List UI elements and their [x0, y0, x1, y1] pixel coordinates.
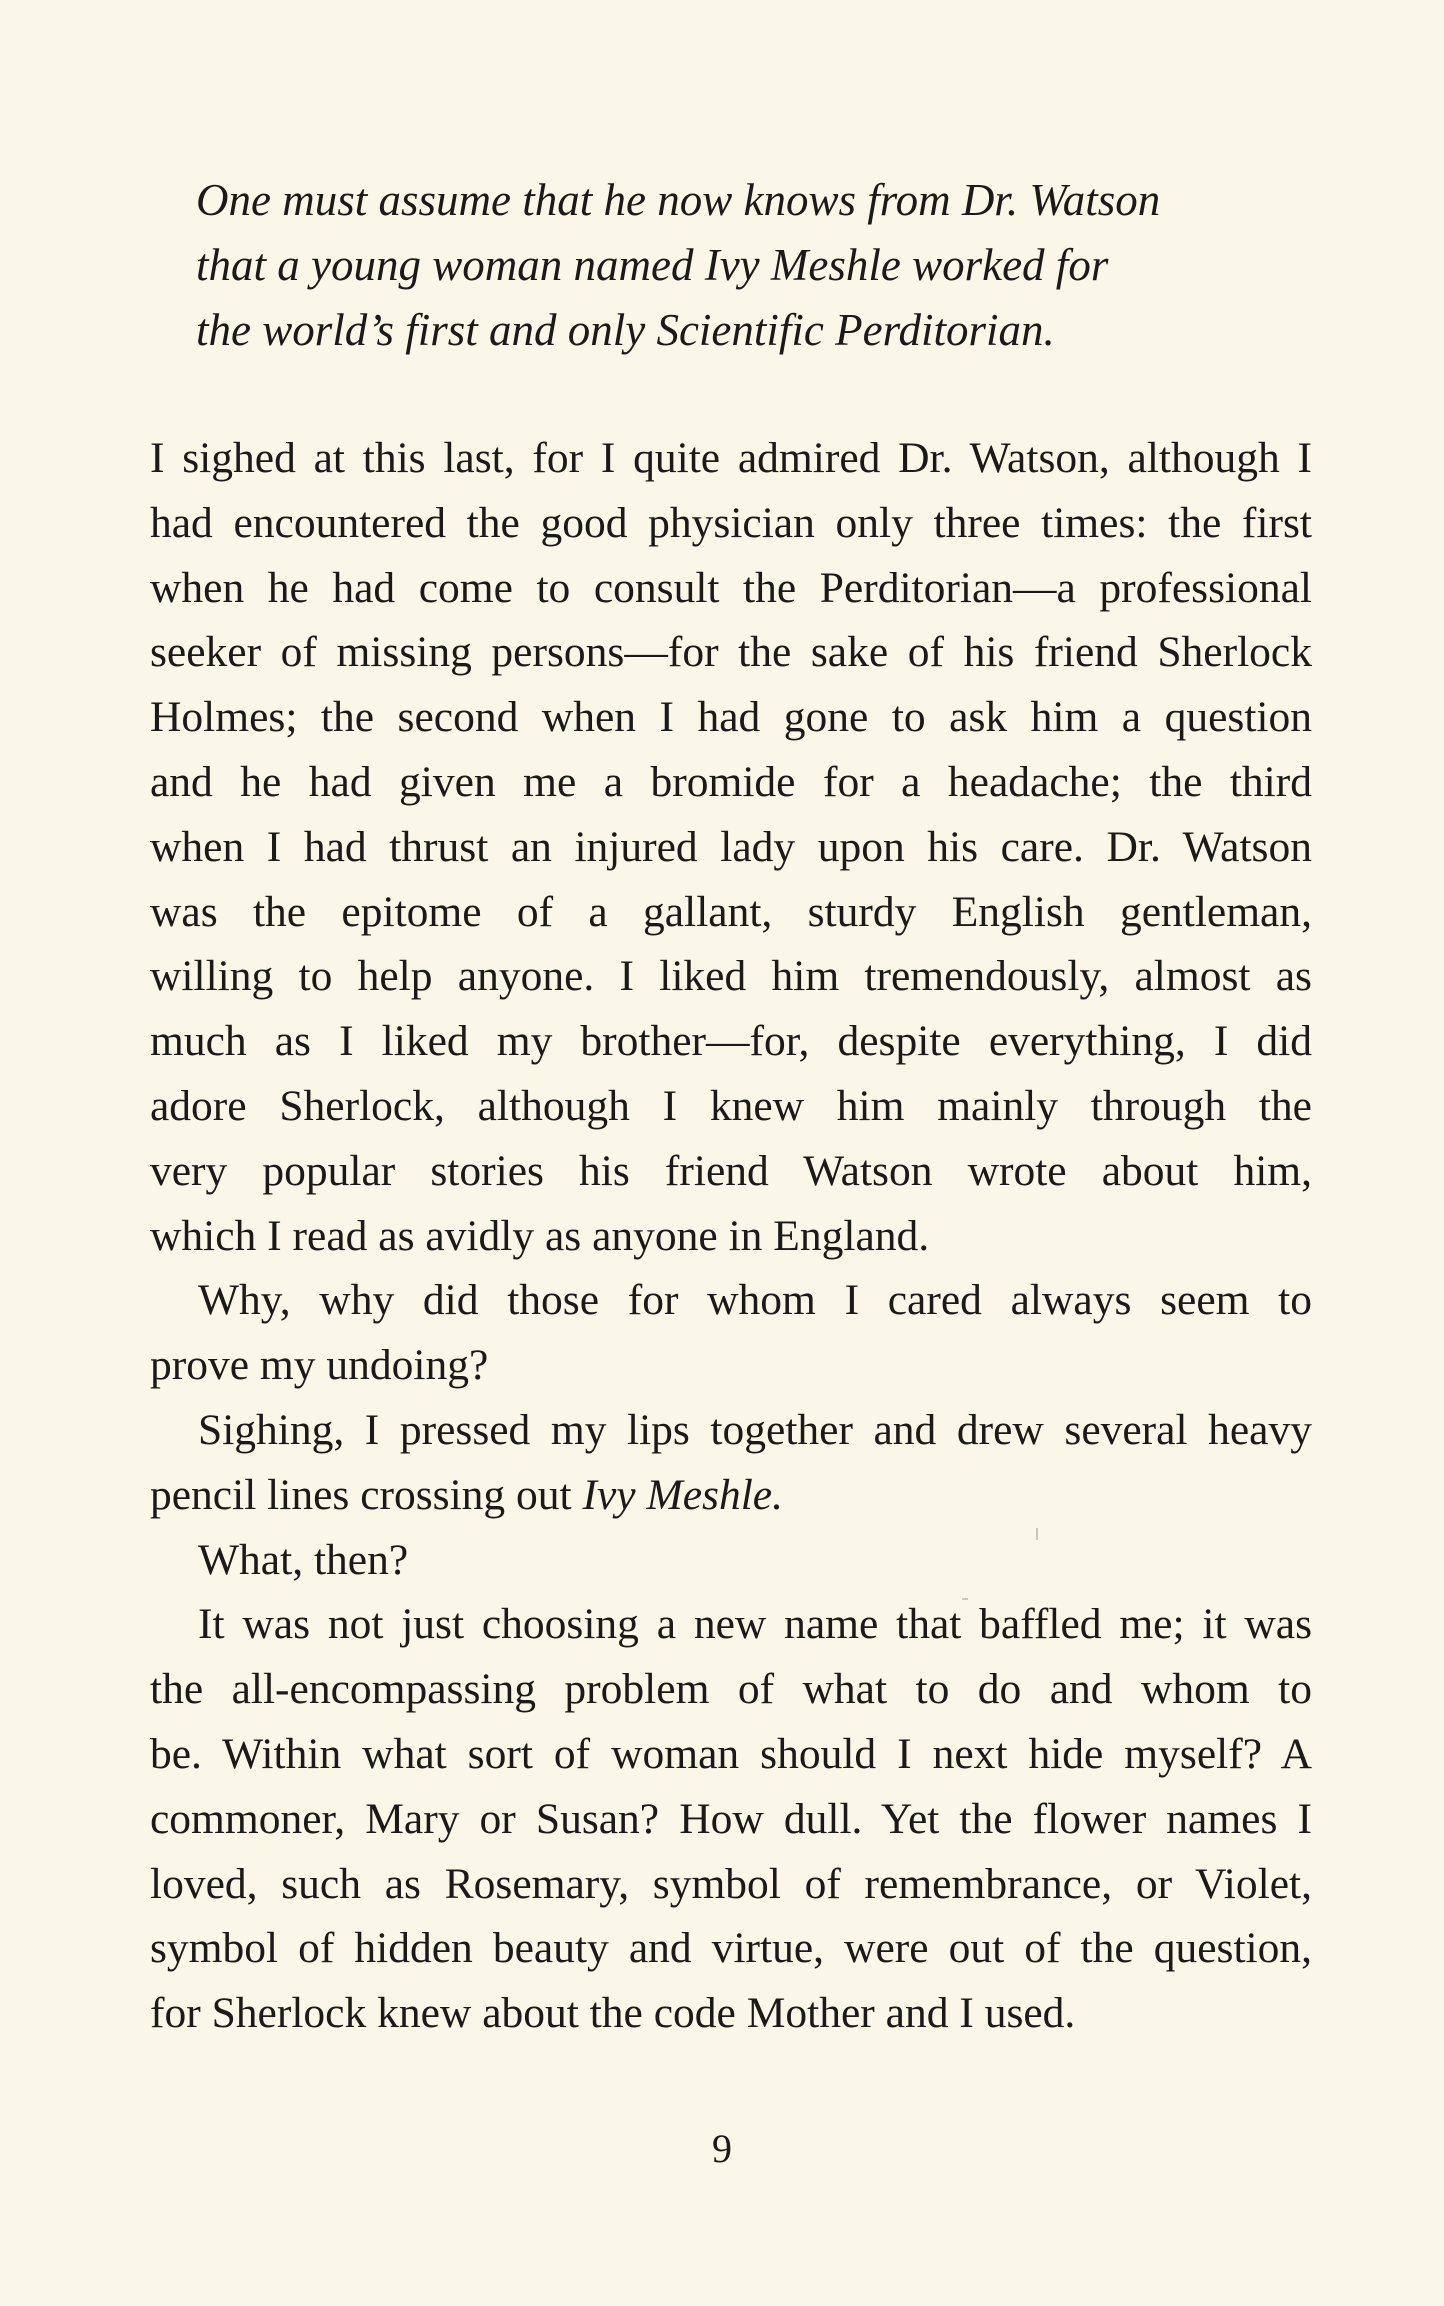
- text-line: [150, 815, 1312, 880]
- text-line: [150, 1657, 1312, 1722]
- text-line-content: be. Within what sort of woman should I next hide myself? A: [150, 1729, 1312, 1778]
- text-line-content: and he had given me a bromide for a headache; the third: [150, 757, 1312, 806]
- text-line: [150, 685, 1312, 750]
- page-number: 9: [712, 2126, 732, 2171]
- text-line: [150, 880, 1312, 945]
- text-line: [150, 1074, 1312, 1139]
- epigraph-line: One must assume that he now knows from Dr. Watson: [196, 175, 1161, 225]
- text-line-content: when I had thrust an injured lady upon his care. Dr. Watson: [150, 822, 1312, 871]
- scan-speck: [962, 1598, 968, 1600]
- text-line-content: much as I liked my brother—for, despite everything, I did: [150, 1017, 1312, 1066]
- text-line: [150, 426, 1312, 491]
- text-line-content: Why, why did those for whom I cared always seem to: [198, 1276, 1312, 1325]
- text-line-content: What, then?: [198, 1535, 409, 1584]
- text-line-content: loved, such as Rosemary, symbol of remembrance, or Violet,: [150, 1859, 1312, 1908]
- text-line-content: for Sherlock knew about the code Mother and I used.: [150, 1989, 1076, 2038]
- text-line-content: symbol of hidden beauty and virtue, were out of the question,: [150, 1924, 1312, 1973]
- text-line-content: Sighing, I pressed my lips together and drew several heavy: [198, 1405, 1312, 1454]
- text-line: [150, 1787, 1312, 1852]
- body-text: [150, 426, 1312, 2046]
- text-line: [150, 1592, 1312, 1657]
- text-line-content: willing to help anyone. I liked him tremendously, almost as: [150, 952, 1312, 1001]
- text-line-content: had encountered the good physician only three times: the first: [150, 498, 1312, 547]
- epigraph: [196, 168, 1316, 363]
- text-line: [150, 1916, 1312, 1981]
- text-line: [150, 1722, 1312, 1787]
- text-line: [150, 1204, 1312, 1269]
- epigraph-line: the world’s first and only Scientific Perditorian.: [196, 305, 1055, 355]
- text-line-content: pencil lines crossing out: [150, 1470, 583, 1519]
- text-line-content: I sighed at this last, for I quite admired Dr. Watson, although I: [150, 434, 1312, 482]
- scan-speck: [1036, 1528, 1038, 1540]
- text-line-content: when he had come to consult the Perditorian—a professional: [150, 563, 1312, 612]
- text-line-content: which I read as avidly as anyone in England.: [150, 1211, 930, 1260]
- text-line: [150, 1139, 1312, 1204]
- text-line-content: the all-encompassing problem of what to do and whom to: [150, 1665, 1312, 1714]
- text-line: [150, 491, 1312, 556]
- text-line: [150, 1852, 1312, 1917]
- text-line: [150, 1398, 1312, 1463]
- text-line: [150, 1463, 1312, 1528]
- struck-name-italic: Ivy Meshle.: [582, 1470, 783, 1519]
- text-line: [150, 1981, 1312, 2046]
- text-line-content: very popular stories his friend Watson wrote about him,: [150, 1146, 1312, 1195]
- text-line-content: prove my undoing?: [150, 1341, 489, 1390]
- text-line: [150, 1528, 1312, 1593]
- text-line-content: was the epitome of a gallant, sturdy English gentleman,: [150, 887, 1312, 936]
- text-line-content: commoner, Mary or Susan? How dull. Yet the flower names I: [150, 1794, 1312, 1843]
- text-line-content: adore Sherlock, although I knew him mainly through the: [150, 1081, 1312, 1130]
- text-line: [150, 1268, 1312, 1333]
- text-line-content: Holmes; the second when I had gone to ask him a question: [150, 693, 1312, 742]
- text-line: [150, 750, 1312, 815]
- text-line: [150, 620, 1312, 685]
- text-line-content: It was not just choosing a new name that baffled me; it was: [198, 1600, 1312, 1649]
- text-line: [150, 1009, 1312, 1074]
- text-line: [150, 556, 1312, 621]
- epigraph-line: that a young woman named Ivy Meshle worked for: [196, 240, 1109, 290]
- text-line: [150, 944, 1312, 1009]
- text-line-content: seeker of missing persons—for the sake of his friend Sherlock: [150, 628, 1312, 677]
- text-line: [150, 1333, 1312, 1398]
